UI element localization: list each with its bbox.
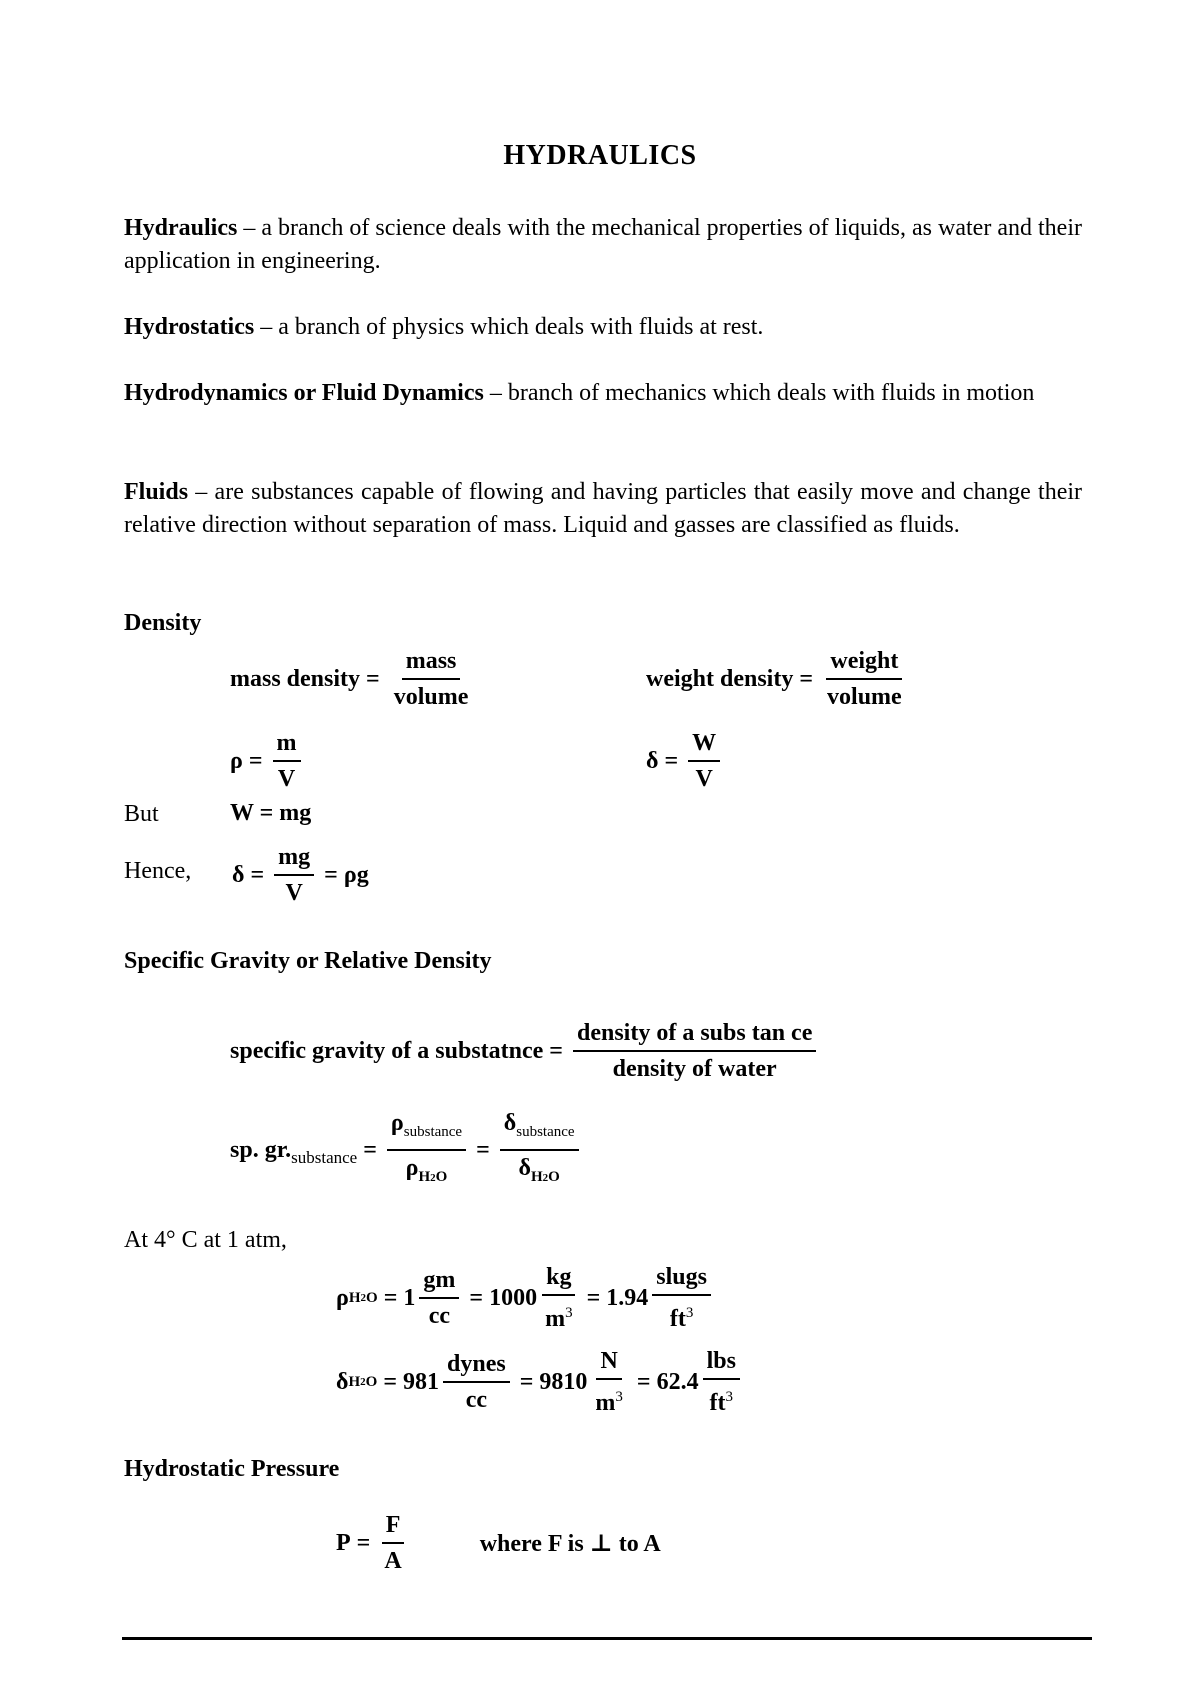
denominator (402, 1151, 452, 1193)
sp-gr-subscript: substance (291, 1148, 358, 1168)
water-mass-density-equation (336, 1262, 715, 1334)
numerator: weight (826, 646, 902, 680)
value-1: 1 (403, 1284, 416, 1311)
value-3: 1.94 (606, 1284, 649, 1311)
subscript-two: 2 (542, 1171, 549, 1184)
subscript-o: O (365, 1373, 378, 1390)
weight-density-label: weight density (646, 665, 794, 692)
denominator: V (277, 766, 296, 792)
term: Hydrodynamics or Fluid Dynamics (124, 380, 484, 406)
rho-fraction (273, 728, 301, 794)
footer-rule (122, 1637, 1092, 1640)
but-label: But (124, 801, 159, 827)
unit-base: ft (669, 1306, 686, 1332)
subscript-two: 2 (430, 1171, 436, 1184)
subscript-two: 2 (360, 1292, 367, 1304)
numerator: gm (419, 1265, 459, 1299)
pressure-fraction (380, 1510, 405, 1576)
equals-sign: = (383, 1284, 398, 1311)
denominator: cc (465, 1387, 487, 1413)
value-2: 9810 (539, 1368, 588, 1395)
subscript-o: O (366, 1289, 378, 1306)
hence-fraction (274, 842, 314, 908)
denominator (515, 1151, 564, 1193)
definition-text: – a branch of physics which deals with fluids at rest. (254, 314, 764, 340)
denominator: volume (393, 684, 469, 710)
subscript-h: H (530, 1168, 543, 1185)
value-1: 981 (403, 1368, 439, 1395)
numerator: mass (402, 646, 461, 680)
rho-symbol: ρ (336, 1284, 349, 1311)
definition-hydrostatics (124, 311, 1082, 344)
equals-sign: = (469, 1284, 484, 1311)
specific-gravity-lhs: specific gravity of a substatnce (230, 1037, 544, 1064)
weight-fraction (823, 646, 906, 712)
denominator: V (285, 880, 303, 906)
hence-label: Hence, (124, 858, 192, 884)
subscript-h: H (418, 1168, 431, 1185)
delta-symbol: δ (232, 861, 245, 888)
equals-sign: = (248, 747, 263, 774)
exponent: 3 (615, 1389, 623, 1405)
unit-fraction (541, 1262, 577, 1334)
water-condition: At 4° C at 1 atm, (124, 1227, 287, 1253)
denominator: A (384, 1548, 402, 1574)
numerator: kg (542, 1262, 575, 1296)
equals-sign: = (664, 747, 679, 774)
unit-fraction (652, 1262, 711, 1334)
denominator: cc (428, 1303, 451, 1329)
unit-fraction (419, 1265, 459, 1331)
rho-symbol: ρ (230, 747, 243, 774)
equals-sign: = (636, 1368, 651, 1395)
rho-equation (230, 728, 305, 794)
equals-sign: = (586, 1284, 601, 1311)
delta-fraction (688, 728, 720, 794)
denominator: density of water (612, 1056, 777, 1082)
hydrostatic-pressure-heading: Hydrostatic Pressure (124, 1456, 340, 1482)
numerator (500, 1108, 579, 1151)
numerator: F (382, 1510, 405, 1544)
delta-symbol: δ (646, 747, 659, 774)
unit-base: ft (709, 1390, 726, 1416)
equals-sign: = (383, 1368, 397, 1395)
pressure-lhs: P (336, 1529, 351, 1556)
numerator: m (273, 728, 301, 762)
numerator: N (596, 1346, 621, 1380)
denominator: V (695, 766, 713, 792)
value-2: 1000 (489, 1284, 538, 1311)
hence-equation (232, 842, 369, 908)
weight-density-equation (646, 646, 910, 712)
equals-sign: = (549, 1037, 563, 1064)
equals-sign: = (519, 1368, 534, 1395)
sp-gr-lhs: sp. gr. (230, 1136, 292, 1163)
sp-gr-equation (230, 1108, 583, 1193)
specific-gravity-equation (230, 1018, 820, 1084)
denominator (591, 1380, 627, 1418)
density-heading: Density (124, 610, 202, 636)
subscript-two: 2 (360, 1376, 366, 1388)
equals-sign: = (356, 1529, 371, 1556)
numerator: lbs (703, 1346, 740, 1380)
equals-sign: = (476, 1136, 490, 1163)
denominator (541, 1296, 577, 1334)
term: Hydraulics (124, 215, 238, 241)
denominator: volume (827, 684, 902, 710)
mass-density-label: mass density (230, 665, 361, 692)
term: Fluids (124, 479, 189, 505)
equals-sign: = (250, 861, 265, 888)
subscript-o: O (435, 1168, 448, 1185)
denominator (666, 1296, 697, 1334)
rho-symbol: ρ (405, 1154, 419, 1181)
numerator: mg (274, 842, 314, 876)
delta-ratio-fraction (500, 1108, 579, 1193)
rho-symbol: ρ (390, 1110, 404, 1136)
mass-fraction (390, 646, 473, 712)
specific-gravity-heading: Specific Gravity or Relative Density (124, 948, 492, 974)
subscript-o: O (548, 1168, 560, 1185)
subscript: substance (403, 1123, 463, 1140)
exponent: 3 (725, 1389, 733, 1405)
subscript: substance (516, 1123, 575, 1140)
pressure-note: where F is ⊥ to A (479, 1531, 661, 1557)
numerator: dynes (443, 1349, 510, 1383)
delta-symbol: δ (336, 1368, 349, 1395)
page-title: HYDRAULICS (503, 140, 697, 171)
definition-hydraulics (124, 212, 1082, 278)
mass-density-equation (230, 646, 476, 712)
delta-symbol: δ (503, 1110, 517, 1136)
specific-gravity-fraction (573, 1018, 816, 1084)
definition-hydrodynamics (124, 377, 1082, 410)
delta-equation (646, 728, 724, 794)
pressure-equation (336, 1510, 661, 1576)
subscript-h: H (348, 1289, 361, 1306)
definition-fluids (124, 476, 1082, 542)
delta-symbol: δ (518, 1154, 531, 1181)
equals-sign: = (799, 665, 814, 692)
exponent: 3 (565, 1305, 573, 1321)
numerator: density of a subs tan ce (573, 1018, 816, 1052)
unit-fraction (591, 1346, 627, 1418)
weight-equation: W = mg (230, 800, 312, 826)
unit-base: m (595, 1390, 616, 1416)
numerator: W (688, 728, 720, 762)
value-3: 62.4 (656, 1368, 699, 1395)
numerator (387, 1108, 466, 1151)
equals-sign: = (324, 861, 338, 888)
numerator: slugs (652, 1262, 711, 1296)
hence-result: ρg (343, 861, 369, 888)
water-weight-density-equation (336, 1346, 744, 1418)
unit-base: m (545, 1306, 566, 1332)
exponent: 3 (685, 1305, 694, 1321)
unit-fraction (443, 1349, 510, 1415)
equals-sign: = (366, 665, 380, 692)
unit-fraction (703, 1346, 740, 1418)
rho-ratio-fraction (387, 1108, 466, 1193)
definition-text: – a branch of science deals with the mechanical properties of liquids, as water and their application in engineering. (124, 215, 1082, 274)
term: Hydrostatics (124, 314, 255, 340)
denominator (706, 1380, 737, 1418)
equals-sign: = (363, 1136, 377, 1163)
definition-text: – are substances capable of flowing and having particles that easily move and change their relative direction without separation of mass. Liquid and gasses are classified as fluids. (124, 479, 1082, 538)
subscript-h: H (348, 1373, 361, 1390)
definition-text: – branch of mechanics which deals with fluids in motion (483, 380, 1035, 406)
